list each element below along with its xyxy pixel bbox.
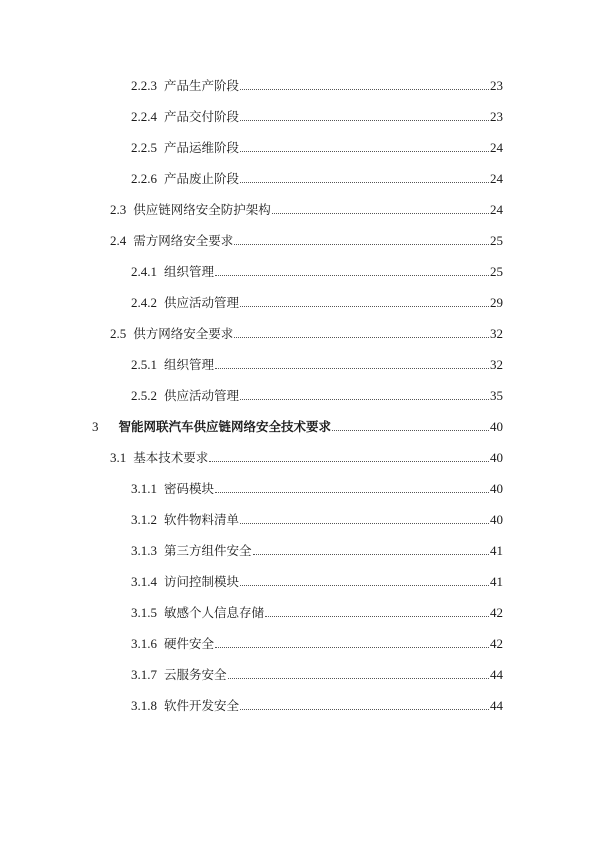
toc-entry-number: 3.1.8 [131,698,157,713]
toc-entry[interactable] [131,293,503,313]
dot-leader [240,305,489,307]
toc-entry-page: 29 [490,295,503,310]
toc-entry-title: 产品交付阶段 [164,109,240,124]
dot-leader [265,615,489,617]
dot-leader [215,646,489,648]
dot-leader [240,522,489,524]
dot-leader [240,150,489,152]
dot-leader [240,88,489,90]
toc-entry[interactable] [131,541,503,561]
toc-entry-number: 3.1.3 [131,543,157,558]
dot-leader [228,677,489,679]
toc-entry-title: 供应活动管理 [164,295,240,310]
dot-leader [234,336,489,338]
dot-leader [215,367,489,369]
toc-entry-page: 24 [490,171,503,186]
toc-entry-number: 3.1.7 [131,667,157,682]
toc-entry[interactable] [131,665,503,685]
toc-entry-title: 访问控制模块 [164,574,240,589]
toc-entry[interactable] [110,200,503,220]
toc-entry-number: 2.5.1 [131,357,157,372]
toc-entry-number: 3.1.5 [131,605,157,620]
toc-entry-page: 25 [490,264,503,279]
toc-entry-page: 42 [490,636,503,651]
toc-entry-title: 供应链网络安全防护架构 [133,202,271,217]
toc-entry-page: 41 [490,574,503,589]
toc-entry-page: 32 [490,326,503,341]
toc-entry[interactable] [131,479,503,499]
toc-entry[interactable] [131,169,503,189]
dot-leader [240,584,489,586]
toc-entry[interactable] [131,696,503,716]
toc-entry-page: 44 [490,667,503,682]
toc-entry-title: 基本技术要求 [133,450,209,465]
toc-entry-number: 3.1 [110,450,127,465]
dot-leader [332,429,489,431]
toc-entry-page: 25 [490,233,503,248]
toc-entry-page: 40 [490,481,503,496]
toc-entry-number: 2.5.2 [131,388,157,403]
toc-entry-number: 2.2.6 [131,171,157,186]
toc-entry[interactable] [110,231,503,251]
toc-entry-page: 40 [490,450,503,465]
toc-entry-page: 24 [490,140,503,155]
toc-entry-number: 2.2.3 [131,78,157,93]
dot-leader [209,460,489,462]
toc-entry-number: 3.1.1 [131,481,157,496]
toc-entry-number: 2.5 [110,326,127,341]
toc-entry[interactable] [131,76,503,96]
toc-entry-page: 24 [490,202,503,217]
toc-entry-number: 3 [92,419,99,434]
dot-leader [240,398,489,400]
toc-entry[interactable] [131,107,503,127]
toc-entry-title: 软件开发安全 [164,698,240,713]
dot-leader [215,274,489,276]
toc-entry-page: 23 [490,78,503,93]
toc-entry[interactable] [131,386,503,406]
toc-entry[interactable] [110,324,503,344]
toc-entry-page: 35 [490,388,503,403]
toc-entry[interactable] [131,572,503,592]
toc-entry-title: 组织管理 [164,357,215,372]
toc-entry-title: 敏感个人信息存储 [164,605,265,620]
dot-leader [240,119,489,121]
toc-entry-page: 42 [490,605,503,620]
toc-entry-number: 3.1.2 [131,512,157,527]
toc-entry[interactable] [131,262,503,282]
toc-entry-number: 2.4 [110,233,127,248]
toc-entry-number: 2.4.1 [131,264,157,279]
toc-entry[interactable] [131,603,503,623]
toc-entry-title: 供应活动管理 [164,388,240,403]
dot-leader [272,212,489,214]
toc-entry-page: 23 [490,109,503,124]
dot-leader [215,491,489,493]
toc-entry-title: 第三方组件安全 [164,543,252,558]
toc-entry-number: 2.3 [110,202,127,217]
toc-entry-title: 产品运维阶段 [164,140,240,155]
toc-entry-title: 密码模块 [164,481,215,496]
dot-leader [253,553,489,555]
toc-entry-page: 40 [490,512,503,527]
toc-entry-title: 组织管理 [164,264,215,279]
toc-entry-page: 44 [490,698,503,713]
toc-entry-number: 2.2.4 [131,109,157,124]
toc-entry-title: 产品生产阶段 [164,78,240,93]
toc-entry-number: 2.4.2 [131,295,157,310]
toc-entry[interactable] [131,138,503,158]
toc-entry-page: 32 [490,357,503,372]
toc-entry-number: 3.1.4 [131,574,157,589]
toc-entry[interactable] [92,417,503,437]
toc-entry-page: 40 [490,419,503,434]
toc-entry[interactable] [131,634,503,654]
toc-entry-title: 软件物料清单 [164,512,240,527]
dot-leader [240,181,489,183]
toc-entry[interactable] [131,510,503,530]
toc-entry[interactable] [131,355,503,375]
dot-leader [234,243,489,245]
toc-entry-title: 云服务安全 [164,667,227,682]
toc-entry[interactable] [110,448,503,468]
toc-entry-number: 3.1.6 [131,636,157,651]
toc-entry-number: 2.2.5 [131,140,157,155]
toc-entry-title: 硬件安全 [164,636,215,651]
toc-entry-title: 智能网联汽车供应链网络安全技术要求 [118,419,332,434]
dot-leader [240,708,489,710]
toc-entry-title: 产品废止阶段 [164,171,240,186]
toc-entry-page: 41 [490,543,503,558]
toc-entry-title: 需方网络安全要求 [133,233,234,248]
toc-entry-title: 供方网络安全要求 [133,326,234,341]
